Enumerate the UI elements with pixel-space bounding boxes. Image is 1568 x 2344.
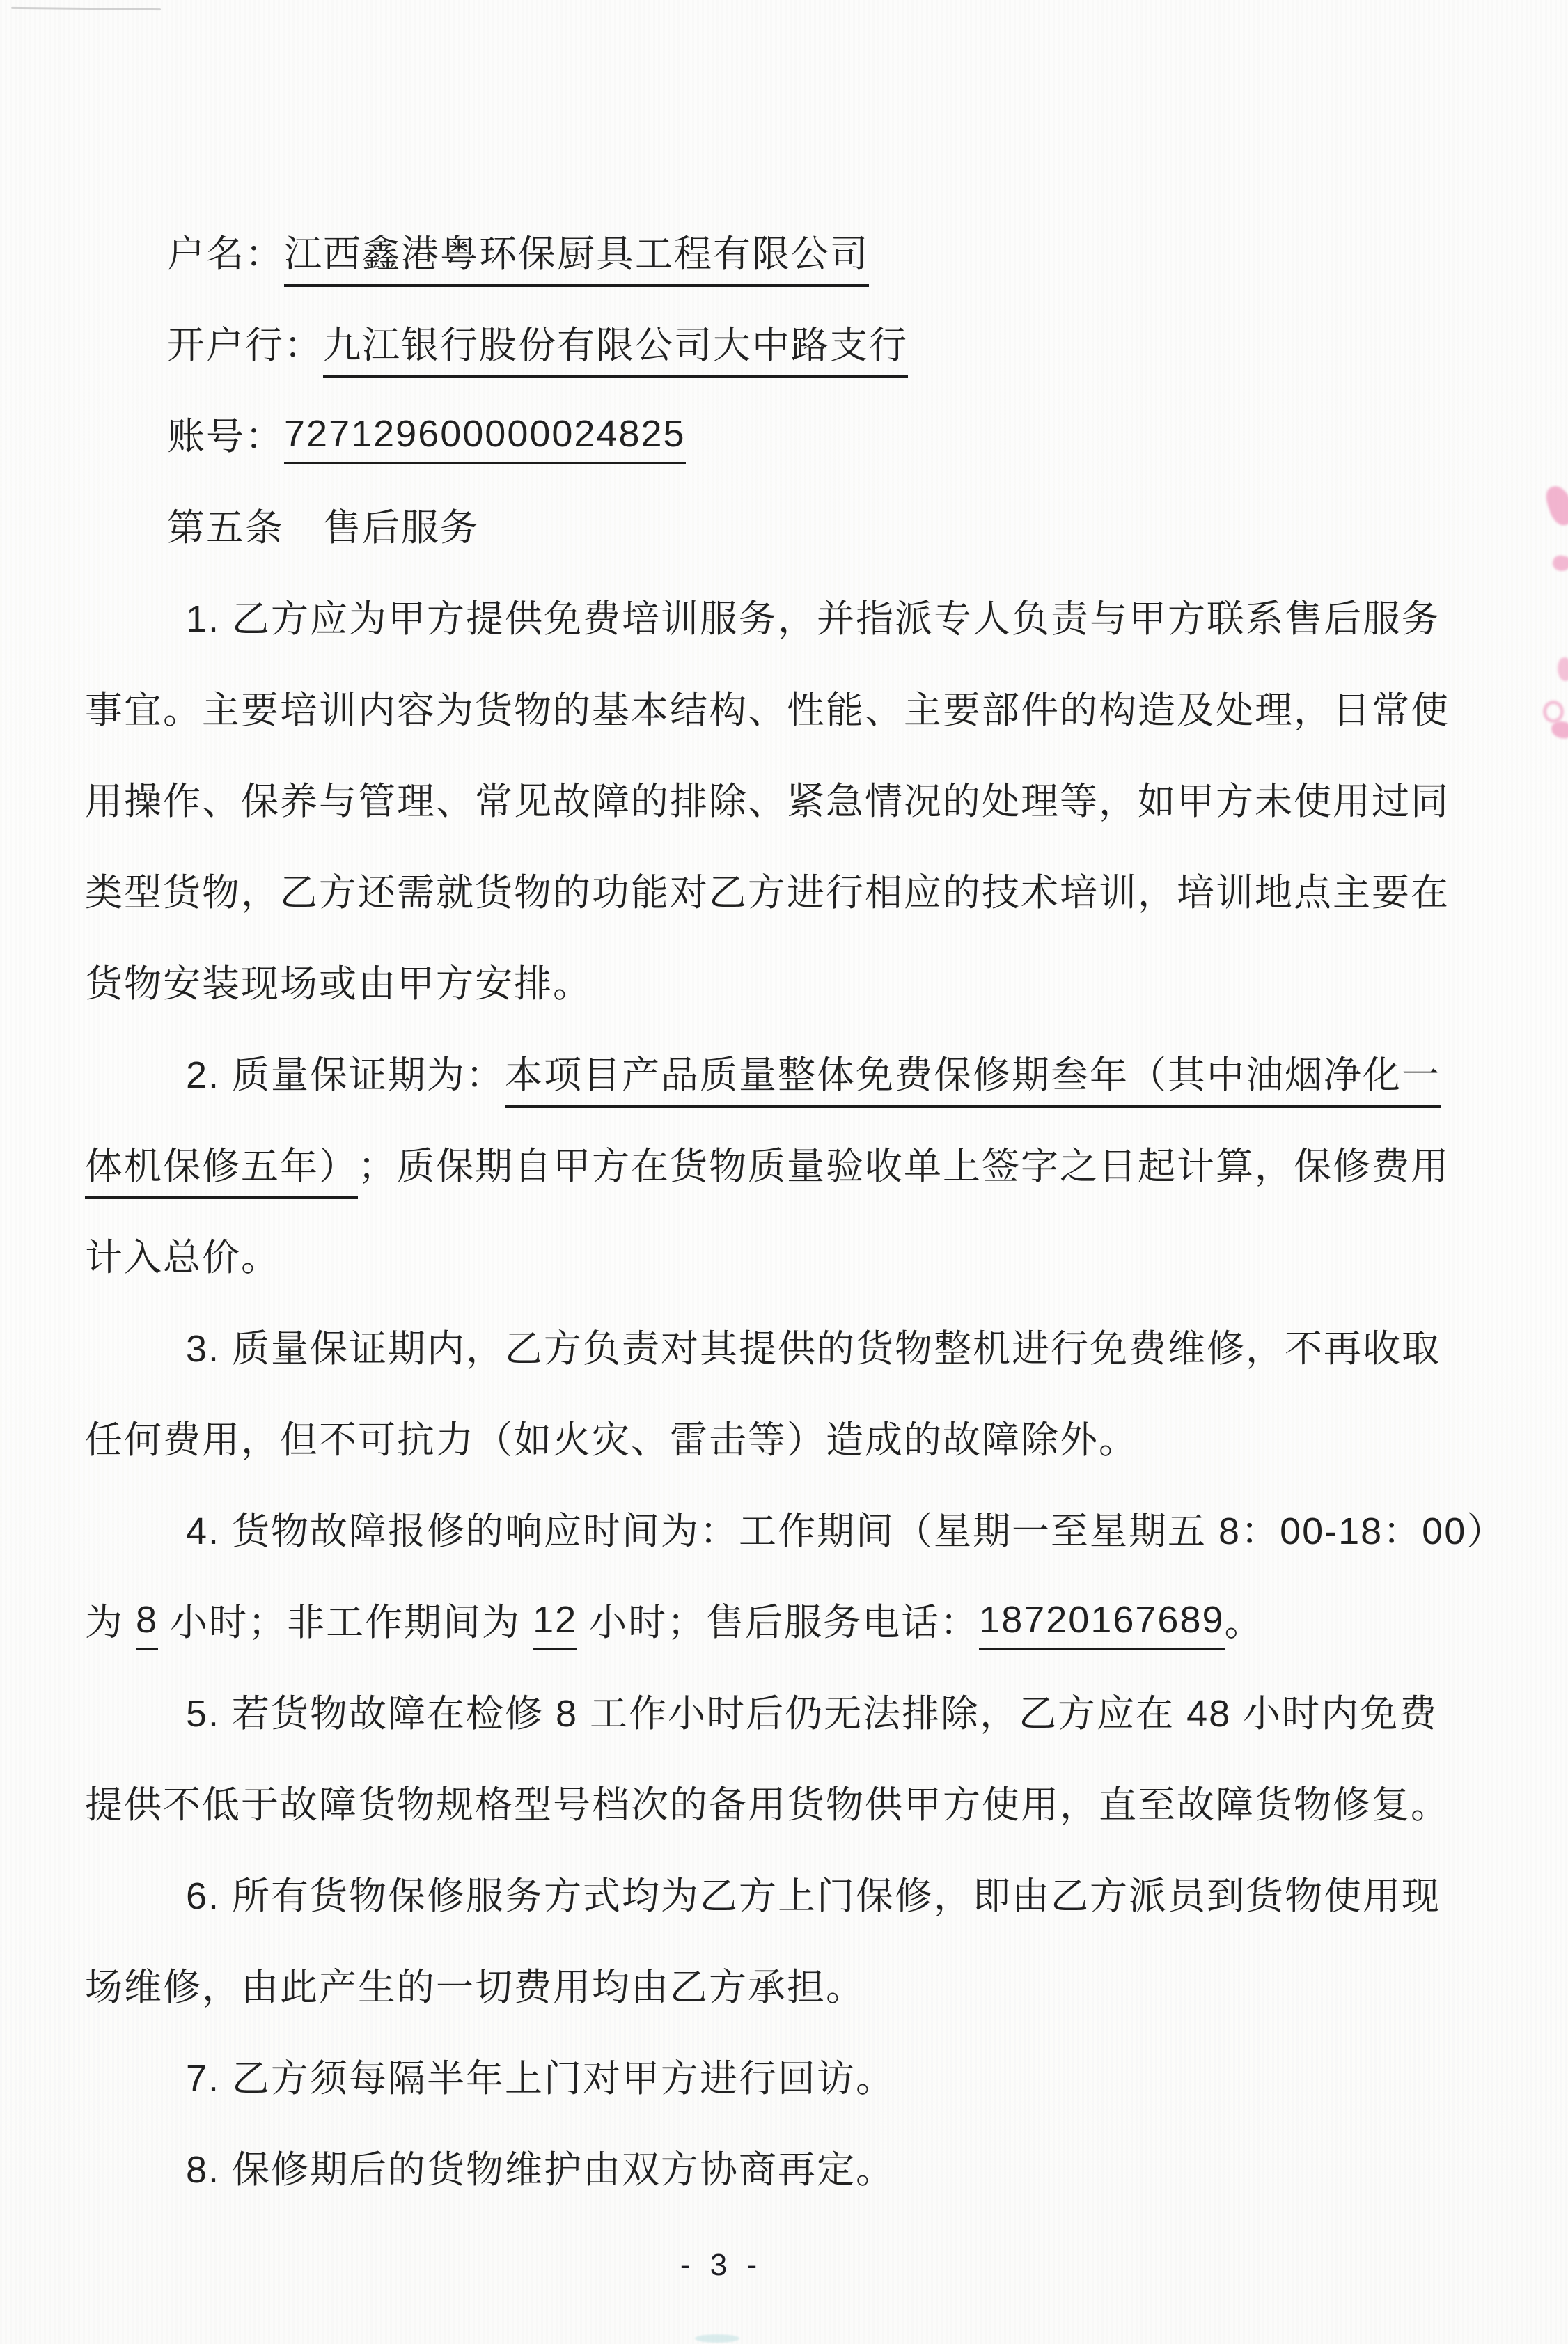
clause-4-line-2 <box>85 1574 1498 1665</box>
text-segment: 为 <box>85 1602 136 1643</box>
underlined-text: 12 <box>533 1598 577 1650</box>
clause-6-line-2 <box>85 1939 1498 2030</box>
clause-3-line-1 <box>85 1300 1498 1391</box>
text-segment: 4. 货物故障报修的响应时间为：工作期间（星期一至星期五 8：00-18：00） <box>186 1510 1506 1552</box>
text-segment: 小时；非工作期间为 <box>158 1602 533 1643</box>
text-segment: 提供不低于故障货物规格型号档次的备用货物供甲方使用，直至故障货物修复。 <box>85 1784 1450 1826</box>
scanner-smudge <box>695 2334 739 2343</box>
text-segment: 小时；售后服务电话： <box>577 1602 980 1643</box>
text-segment: 账号： <box>167 416 284 458</box>
account-number-line <box>85 388 1498 479</box>
clause-1-line-1 <box>85 570 1498 662</box>
stamp-bleed-mark <box>1543 483 1568 529</box>
clause-1-line-5 <box>85 935 1498 1026</box>
text-segment: ；质保期自甲方在货物质量验收单上签字之日起计算，保修费用 <box>358 1146 1450 1187</box>
underlined-text: 727129600000024825 <box>284 412 686 464</box>
text-segment: 1. 乙方应为甲方提供免费培训服务，并指派专人负责与甲方联系售后服务 <box>186 598 1441 640</box>
text-segment: 货物安装现场或由甲方安排。 <box>85 963 592 1005</box>
text-segment: 7. 乙方须每隔半年上门对甲方进行回访。 <box>186 2058 895 2100</box>
payee-name-line <box>85 205 1498 297</box>
text-segment: 任何费用，但不可抗力（如火灾、雷击等）造成的故障除外。 <box>85 1419 1138 1461</box>
clause-1-line-3 <box>85 753 1498 844</box>
underlined-text: 本项目产品质量整体免费保修期叁年（其中油烟净化一 <box>505 1045 1441 1108</box>
clause-7-line-1 <box>85 2030 1498 2121</box>
stamp-bleed-mark <box>1556 657 1568 682</box>
text-segment: 户名： <box>167 233 284 275</box>
clause-6-line-1 <box>85 1847 1498 1939</box>
clause-1-line-4 <box>85 844 1498 935</box>
text-segment: 计入总价。 <box>85 1237 280 1279</box>
clause-2-line-3 <box>85 1209 1498 1300</box>
section-heading <box>85 479 1498 570</box>
clause-5-line-2 <box>85 1756 1498 1847</box>
page-number: - 3 - <box>680 2248 763 2282</box>
clause-8-line-1 <box>85 2121 1498 2212</box>
text-segment: 事宜。主要培训内容为货物的基本结构、性能、主要部件的构造及处理，日常使 <box>85 689 1450 731</box>
underlined-text: 江西鑫港粤环保厨具工程有限公司 <box>284 224 869 287</box>
underlined-text: 8 <box>136 1598 158 1650</box>
underlined-text: 体机保修五年） <box>85 1136 358 1199</box>
text-segment: 3. 质量保证期内，乙方负责对其提供的货物整机进行免费维修，不再收取 <box>186 1328 1441 1370</box>
text-segment: 5. 若货物故障在检修 8 工作小时后仍无法排除，乙方应在 48 小时内免费 <box>186 1693 1438 1735</box>
text-segment: 6. 所有货物保修服务方式均为乙方上门保修，即由乙方派员到货物使用现 <box>186 1875 1441 1917</box>
clause-5-line-1 <box>85 1665 1498 1756</box>
text-segment: 第五条 售后服务 <box>167 507 479 549</box>
underlined-text: 18720167689 <box>979 1598 1224 1650</box>
clause-2-line-1 <box>85 1026 1498 1118</box>
clause-2-line-2 <box>85 1118 1498 1209</box>
stamp-bleed-mark <box>1551 554 1568 573</box>
underlined-text: 九江银行股份有限公司大中路支行 <box>323 315 908 378</box>
contract-body <box>85 205 1506 2212</box>
text-segment: 类型货物，乙方还需就货物的功能对乙方进行相应的技术培训，培训地点主要在 <box>85 872 1450 914</box>
text-segment: 开户行： <box>167 325 323 366</box>
clause-4-line-1 <box>85 1483 1506 1574</box>
text-segment: 2. 质量保证期为： <box>186 1054 505 1096</box>
bank-name-line <box>85 297 1498 388</box>
stamp-bleed-mark <box>1551 720 1568 739</box>
stamp-bleed-mark <box>1543 701 1564 723</box>
text-segment: 。 <box>1224 1602 1264 1643</box>
text-segment: 8. 保修期后的货物维护由双方协商再定。 <box>186 2149 895 2191</box>
text-segment: 场维修，由此产生的一切费用均由乙方承担。 <box>85 1967 865 2008</box>
scanner-artifact-line <box>11 7 161 10</box>
clause-3-line-2 <box>85 1391 1498 1483</box>
clause-1-line-2 <box>85 662 1498 753</box>
text-segment: 用操作、保养与管理、常见故障的排除、紧急情况的处理等，如甲方未使用过同 <box>85 781 1450 822</box>
